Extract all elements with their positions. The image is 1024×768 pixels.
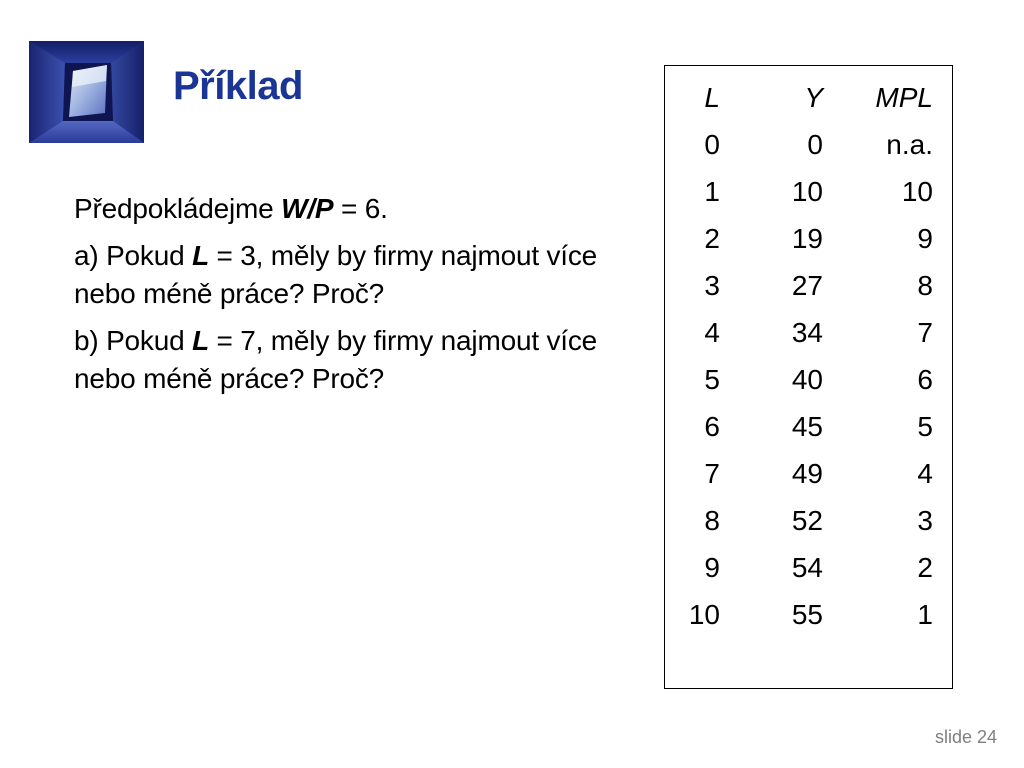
cell-l: 7 <box>704 458 720 489</box>
slide-number: slide 24 <box>934 727 997 747</box>
window-logo-icon <box>29 41 144 143</box>
question-b-prefix: b) Pokud <box>74 325 193 356</box>
cell-l: 4 <box>704 317 720 348</box>
slide-title: Příklad <box>173 64 303 108</box>
data-table-frame <box>664 65 953 689</box>
intro-paragraph <box>74 190 614 228</box>
cell-mpl: 3 <box>917 505 933 536</box>
production-table <box>675 74 933 638</box>
question-a <box>74 237 614 313</box>
cell-mpl: 5 <box>917 411 933 442</box>
cell-y: 27 <box>791 270 823 301</box>
table-row <box>675 450 933 497</box>
table-row <box>675 215 933 262</box>
table-row <box>675 591 933 638</box>
cell-y: 34 <box>791 317 823 348</box>
cell-l: 8 <box>704 505 720 536</box>
question-a-suffix: = 3, měly by firmy najmout více nebo méně práce? Proč? <box>74 240 598 309</box>
question-a-variable: L <box>192 240 209 271</box>
table-row <box>675 168 933 215</box>
cell-y: 0 <box>807 129 823 160</box>
cell-mpl: 9 <box>917 223 933 254</box>
question-b-variable: L <box>192 325 209 356</box>
cell-mpl: 7 <box>917 317 933 348</box>
question-b <box>74 322 614 398</box>
table-body <box>675 121 933 638</box>
cell-l: 1 <box>704 176 720 207</box>
table-row <box>675 309 933 356</box>
cell-y: 40 <box>791 364 823 395</box>
table-row <box>675 356 933 403</box>
table-row <box>675 544 933 591</box>
cell-y: 52 <box>791 505 823 536</box>
question-a-prefix: a) Pokud <box>74 240 193 271</box>
cell-y: 45 <box>791 411 823 442</box>
cell-y: 55 <box>791 599 823 630</box>
header-mpl: MPL <box>875 82 933 113</box>
table-row <box>675 121 933 168</box>
cell-mpl: 4 <box>917 458 933 489</box>
cell-y: 19 <box>791 223 823 254</box>
slide-body <box>74 190 614 407</box>
cell-l: 0 <box>704 129 720 160</box>
cell-mpl: 10 <box>901 176 933 207</box>
cell-y: 49 <box>791 458 823 489</box>
cell-l: 9 <box>704 552 720 583</box>
cell-mpl: 1 <box>917 599 933 630</box>
cell-mpl: 8 <box>917 270 933 301</box>
intro-prefix: Předpokládejme <box>74 193 282 224</box>
intro-variable: W/P <box>281 193 334 224</box>
cell-mpl: 6 <box>917 364 933 395</box>
cell-mpl: 2 <box>917 552 933 583</box>
header-y: Y <box>804 82 823 113</box>
cell-l: 2 <box>704 223 720 254</box>
cell-l: 6 <box>704 411 720 442</box>
cell-l: 5 <box>704 364 720 395</box>
table-row <box>675 403 933 450</box>
cell-y: 10 <box>791 176 823 207</box>
table-header-row <box>675 74 933 121</box>
cell-l: 3 <box>704 270 720 301</box>
cell-mpl: n.a. <box>886 129 933 160</box>
intro-suffix: = 6. <box>333 193 388 224</box>
cell-y: 54 <box>791 552 823 583</box>
header-l: L <box>704 82 720 113</box>
table-row <box>675 497 933 544</box>
table-row <box>675 262 933 309</box>
question-b-suffix: = 7, měly by firmy najmout více nebo méně práce? Proč? <box>74 325 598 394</box>
cell-l: 10 <box>688 599 720 630</box>
